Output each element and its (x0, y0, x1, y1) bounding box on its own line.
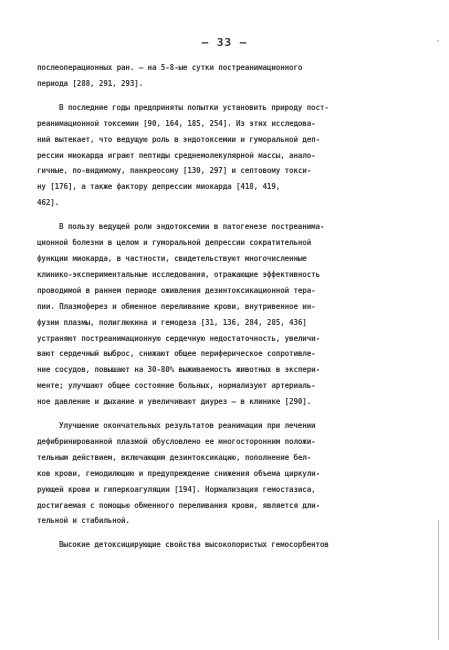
text-line: рессии миокарда играют пептиды среднемолекулярной массы, анало- (37, 150, 316, 160)
text-line: ков крови, гемодилюцию и предупреждение снижения объема циркули- (37, 468, 320, 478)
text-line: ну [176], а также фактору депрессии миокарда [418, 419, (37, 182, 281, 192)
text-line: реанимационной токсемии [90, 164, 185, 254]. Из этих исследова- (37, 118, 316, 128)
text-line: функции миокарда, в частности, свидетельствуют многочисленные (37, 253, 307, 263)
scan-speck (437, 40, 439, 42)
text-line: послеоперационных ран. – на 5-8-ые сутки постреанимационного (37, 63, 303, 72)
text-line: фузии плазмы, полиглюкина и гемодеза [31, 136, 284, 285, 436] (37, 317, 307, 327)
text-line: проводимой в раннем периоде оживления дезинтоксикационной тера- (37, 285, 316, 295)
text-line: достигаемая с помощью обменного переливания крови, является дли- (37, 500, 320, 510)
scan-edge-line (438, 520, 439, 640)
text-line: гичные, по-видимому, панкреосому [130, 297] и септовому токси- (37, 166, 312, 176)
text-line: В пользу ведущей роли эндотоксемии в патогенезе постреанима- (59, 222, 325, 232)
text-line: устраняют постреанимационную сердечную недостаточность, увеличи- (37, 333, 320, 343)
paragraph (37, 418, 415, 529)
body-text (37, 60, 415, 553)
text-line: ний вытекает, что ведущую роль в эндотоксемии и гуморальной деп- (37, 134, 320, 144)
text-line: тельной и стабильной. (37, 516, 130, 526)
text-line: ное давление и дыхание и увеличивают диурез – в клинике [290]. (37, 397, 312, 407)
text-line: Улучшение окончательных результатов реанимации при лечении (59, 421, 316, 431)
text-line: рующей крови и гиперкоагуляции [194]. Нормализация гемостазиса, (37, 484, 316, 494)
paragraph (37, 537, 415, 553)
text-line: менте; улучшают общее состояние больных, нормализуют артериаль- (37, 381, 316, 391)
text-line: пии. Плазмоферез и обменное переливание крови, внутривенное ин- (37, 301, 316, 311)
text-line: ние сосудов, повышают на 30-80% выживаемость животных в экспери- (37, 365, 320, 375)
text-line: В последние годы предприняты попытки установить природу пост- (59, 102, 329, 112)
paragraph (37, 100, 415, 211)
text-line: Высокие детоксицирующие свойства высокопористых гемосорбентов (59, 540, 329, 550)
text-line: вают сердечный выброс, снижают общее периферическое сопротивле- (37, 349, 316, 359)
text-line: периода [288, 291, 293]. (37, 78, 144, 88)
text-line: тельным действием, включающим дезинтоксикацию, пополнение бел- (37, 452, 312, 462)
paragraph (37, 60, 415, 92)
text-line: клинико-экспериментальные исследования, отражающие эффективность (37, 269, 320, 279)
text-line: 462]. (37, 198, 60, 208)
page-number: – 33 – (201, 36, 248, 49)
text-line: дефибринированной плазмой обусловлено ее многосторонним положи- (37, 436, 316, 446)
text-line: ционной болезни в целом и гуморальной депрессии сократительной (37, 238, 312, 248)
paragraph (37, 219, 415, 410)
